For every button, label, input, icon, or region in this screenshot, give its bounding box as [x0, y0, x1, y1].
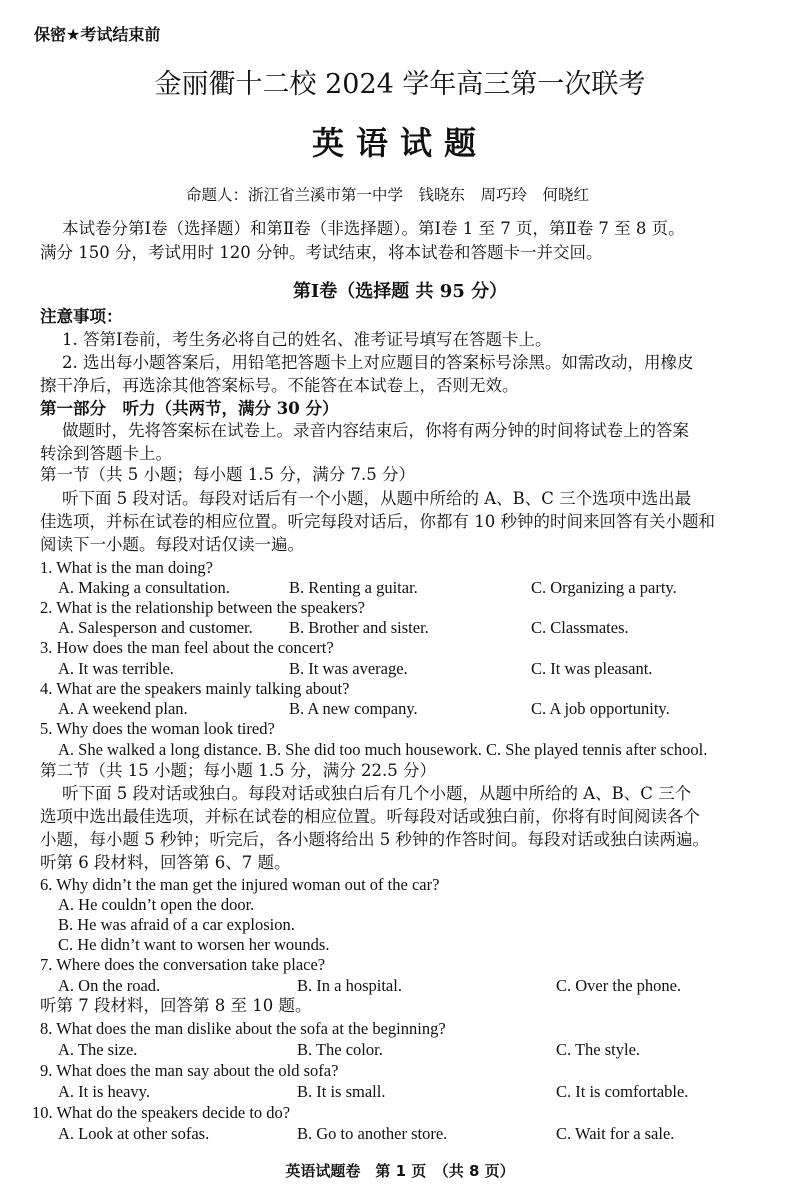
q6-option-a: A. He couldn’t open the door.: [58, 895, 255, 914]
sec-1-heading: 第一节（共 5 小题；每小题 1.5 分，满分 7.5 分）: [40, 465, 415, 484]
q4-option-b: B. A new company.: [289, 699, 418, 718]
q6-option-b: B. He was afraid of a car explosion.: [58, 915, 295, 934]
sec-2-heading: 第二节（共 15 小题；每小题 1.5 分，满分 22.5 分）: [40, 761, 436, 780]
page-footer: 英语试题卷 第 1 页 （共 8 页）: [285, 1162, 515, 1180]
q10-option-a: A. Look at other sofas.: [58, 1124, 210, 1143]
q2-option-a: A. Salesperson and customer.: [58, 618, 253, 637]
question-3: 3. How does the man feel about the concert?: [40, 638, 334, 657]
sec-1-desc-3: 阅读下一小题。每段对话仅读一遍。: [40, 535, 304, 554]
material-6-label: 听第 6 段材料，回答第 6、7 题。: [40, 853, 291, 872]
q8-option-a: A. The size.: [58, 1040, 138, 1059]
q8-option-c: C. The style.: [556, 1040, 641, 1059]
sec-2-desc-1: 听下面 5 段对话或独白。每段对话或独白后有几个小题，从题中所给的 A、B、C 三个: [62, 784, 692, 803]
q9-option-a: A. It is heavy.: [58, 1082, 150, 1101]
part-1-heading: 第一部分 听力（共两节，满分 30 分）: [40, 399, 339, 418]
q1-option-b: B. Renting a guitar.: [289, 578, 418, 597]
question-7: 7. Where does the conversation take place?: [40, 955, 326, 974]
q2-option-c: C. Classmates.: [531, 618, 629, 637]
q10-option-b: B. Go to another store.: [297, 1124, 448, 1143]
q6-option-c: C. He didn’t want to worsen her wounds.: [58, 935, 330, 954]
question-4: 4. What are the speakers mainly talking about?: [40, 679, 350, 698]
question-2: 2. What is the relationship between the speakers?: [40, 598, 366, 617]
intro-line-2: 满分 150 分，考试用时 120 分钟。考试结束，将本试卷和答题卡一并交回。: [40, 243, 603, 262]
intro-line-1: 本试卷分第Ⅰ卷（选择题）和第Ⅱ卷（非选择题）。第Ⅰ卷 1 至 7 页，第Ⅱ卷 7 至 8 页。: [62, 219, 685, 238]
sec-1-desc-2: 佳选项，并标在试卷的相应位置。听完每段对话后，你都有 10 秒钟的时间来回答有关小题和: [40, 512, 715, 531]
q9-option-c: C. It is comfortable.: [556, 1082, 689, 1101]
part-1-desc-2: 转涂到答题卡上。: [40, 444, 172, 463]
q9-option-b: B. It is small.: [297, 1082, 386, 1101]
part-1-desc-1: 做题时，先将答案标在试卷上。录音内容结束后，你将有两分钟的时间将试卷上的答案: [62, 421, 689, 440]
q1-option-c: C. Organizing a party.: [531, 578, 677, 597]
question-9: 9. What does the man say about the old sofa?: [40, 1061, 339, 1080]
q1-option-a: A. Making a consultation.: [58, 578, 230, 597]
sec-2-desc-2: 选项中选出最佳选项，并标在试卷的相应位置。听每段对话或独白前，你将有时间阅读各个: [40, 807, 700, 826]
confidential-label: 保密★考试结束前: [34, 25, 161, 44]
question-8: 8. What does the man dislike about the sofa at the beginning?: [40, 1019, 446, 1038]
q4-option-a: A. A weekend plan.: [58, 699, 188, 718]
material-7-label: 听第 7 段材料，回答第 8 至 10 题。: [40, 996, 312, 1015]
q3-option-a: A. It was terrible.: [58, 659, 174, 678]
q2-option-b: B. Brother and sister.: [289, 618, 429, 637]
question-10: 10. What do the speakers decide to do?: [32, 1103, 291, 1122]
subject-title: 英语试题: [311, 124, 488, 162]
question-6: 6. Why didn’t the man get the injured woman out of the car?: [40, 875, 440, 894]
question-5: 5. Why does the woman look tired?: [40, 719, 275, 738]
notes-title: 注意事项：: [40, 307, 123, 326]
q3-option-c: C. It was pleasant.: [531, 659, 653, 678]
exam-title: 金丽衢十二校 2024 学年高三第一次联考: [154, 69, 646, 100]
q8-option-b: B. The color.: [297, 1040, 383, 1059]
q4-option-c: C. A job opportunity.: [531, 699, 670, 718]
q7-option-a: A. On the road.: [58, 976, 161, 995]
note-2b: 擦干净后，再选涂其他答案标号。不能答在本试卷上，否则无效。: [40, 376, 519, 395]
question-1: 1. What is the man doing?: [40, 558, 213, 577]
q7-option-c: C. Over the phone.: [556, 976, 682, 995]
note-1: 1. 答第Ⅰ卷前，考生务必将自己的姓名、准考证号填写在答题卡上。: [62, 330, 552, 349]
q5-options: A. She walked a long distance. B. She did too much housework. C. She played tennis after school.: [58, 740, 708, 759]
q3-option-b: B. It was average.: [289, 659, 408, 678]
section-1-heading: 第Ⅰ卷（选择题 共 95 分）: [292, 281, 508, 302]
sec-2-desc-3: 小题，每小题 5 秒钟；听完后，各小题将给出 5 秒钟的作答时间。每段对话或独白读两遍。: [40, 830, 709, 849]
q10-option-c: C. Wait for a sale.: [556, 1124, 675, 1143]
sec-1-desc-1: 听下面 5 段对话。每段对话后有一个小题，从题中所给的 A、B、C 三个选项中选出最: [62, 489, 692, 508]
q7-option-b: B. In a hospital.: [297, 976, 402, 995]
authors-line: 命题人：浙江省兰溪市第一中学 钱晓东 周巧玲 何晓红: [186, 186, 590, 204]
note-2a: 2. 选出每小题答案后，用铅笔把答题卡上对应题目的答案标号涂黑。如需改动，用橡皮: [62, 353, 694, 372]
